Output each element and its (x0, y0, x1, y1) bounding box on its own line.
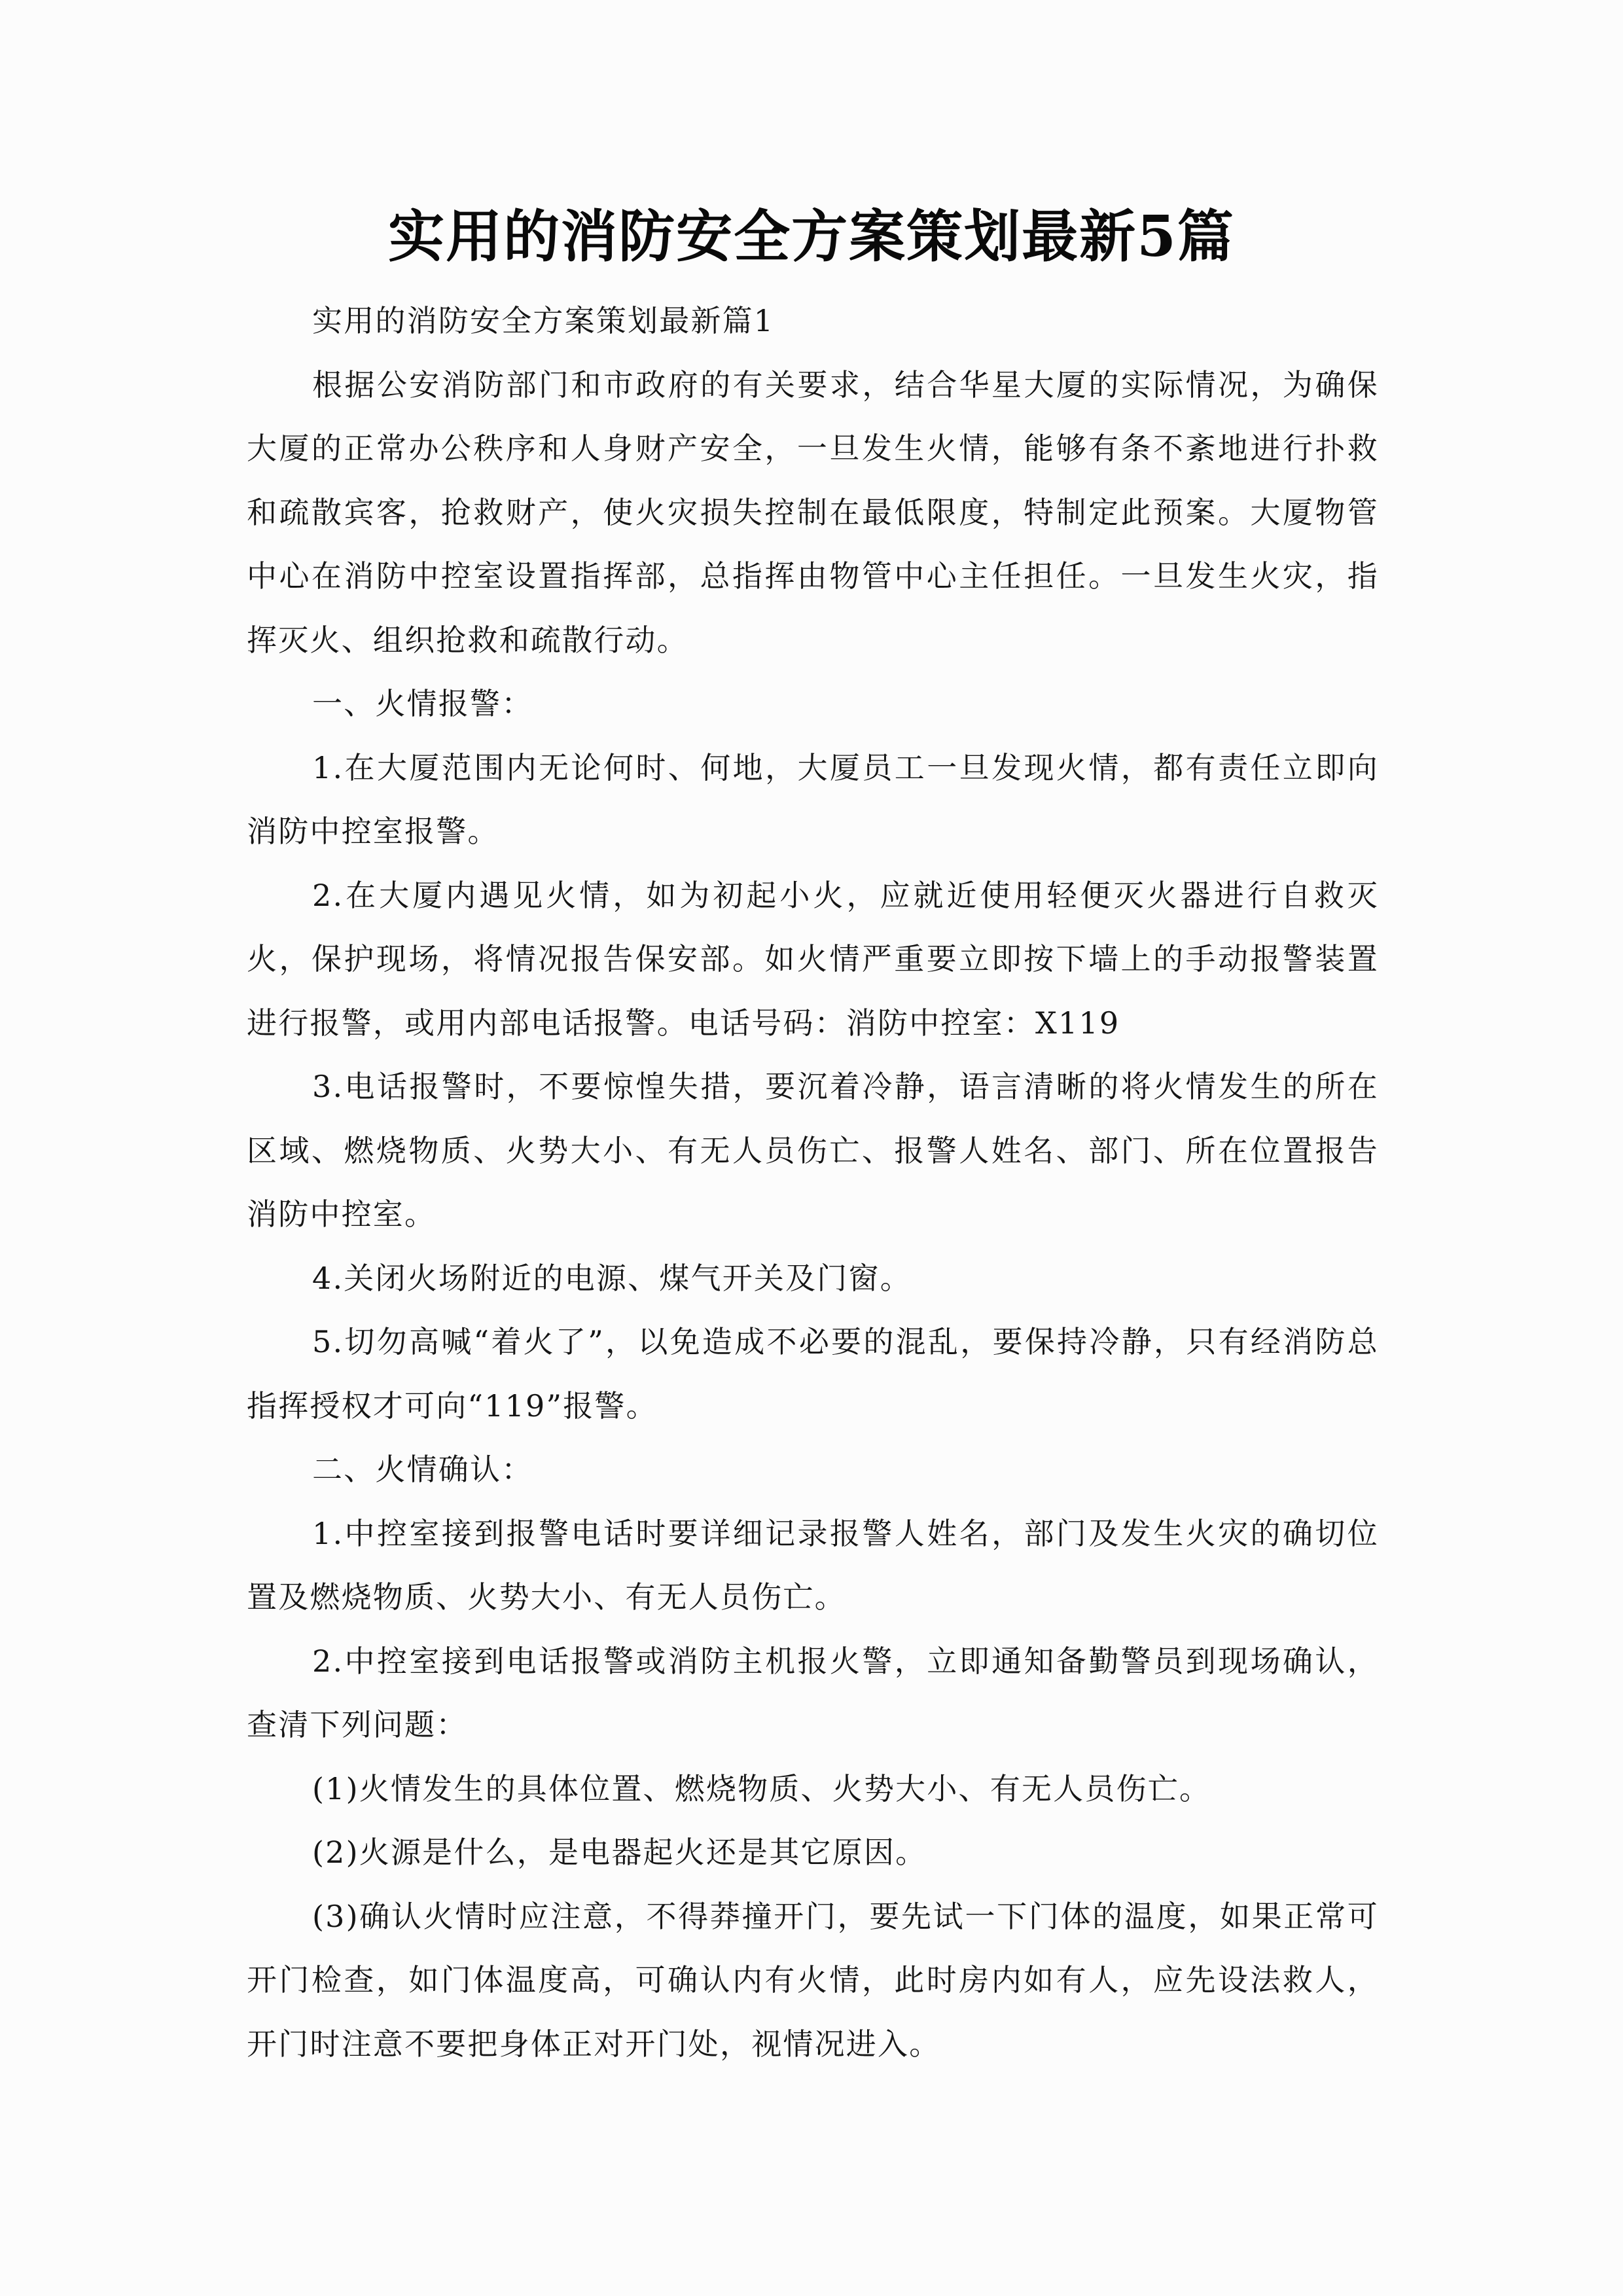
alarm-item-2: 2.在大厦内遇见火情，如为初起小火，应就近使用轻便灭火器进行自救灭火，保护现场，将情况报告保安部。如火情严重要立即按下墙上的手动报警装置进行报警，或用内部电话报警。电话号码：消防中控室：X119 (247, 877, 1379, 1041)
section-heading-fire-alarm: 一、火情报警： (312, 686, 533, 721)
alarm-item-1: 1.在大厦范围内无论何时、何地，大厦员工一旦发现火情，都有责任立即向消防中控室报警。 (247, 749, 1379, 849)
alarm-item-5: 5.切勿高喊“着火了”，以免造成不必要的混乱，要保持冷静，只有经消防总指挥授权才可向“119”报警。 (247, 1324, 1379, 1424)
section-subtitle: 实用的消防安全方案策划最新篇1 (312, 303, 775, 338)
alarm-item-4: 4.关闭火场附近的电源、煤气开关及门窗。 (312, 1260, 912, 1296)
section-heading-fire-confirmation: 二、火情确认： (312, 1452, 533, 1487)
confirmation-subitem-2: (2)火源是什么，是电器起火还是其它原因。 (312, 1835, 927, 1870)
document-title: 实用的消防安全方案策划最新5篇 (388, 204, 1235, 270)
confirmation-subitem-1: (1)火情发生的具体位置、燃烧物质、火势大小、有无人员伤亡。 (312, 1770, 1211, 1806)
intro-paragraph: 根据公安消防部门和市政府的有关要求，结合华星大厦的实际情况，为确保大厦的正常办公秩序和人身财产安全，一旦发生火情，能够有条不紊地进行扑救和疏散宾客，抢救财产，使火灾损失控制在最低限度，特制定此预案。大厦物管中心在消防中控室设置指挥部，总指挥由物管中心主任担任。一旦发生火灾，指挥灭火、组织抢救和疏散行动。 (247, 367, 1379, 658)
confirmation-item-1: 1.中控室接到报警电话时要详细记录报警人姓名，部门及发生火灾的确切位置及燃烧物质、火势大小、有无人员伤亡。 (247, 1515, 1379, 1615)
confirmation-subitem-3: (3)确认火情时应注意，不得莽撞开门，要先试一下门体的温度，如果正常可开门检查，如门体温度高，可确认内有火情，此时房内如有人，应先设法救人，开门时注意不要把身体正对开门处，视情况进入。 (247, 1898, 1379, 2062)
document-body (247, 289, 1379, 2076)
confirmation-item-2: 2.中控室接到电话报警或消防主机报火警，立即通知备勤警员到现场确认，查清下列问题： (247, 1643, 1379, 1742)
alarm-item-3: 3.电话报警时，不要惊惶失措，要沉着冷静，语言清晰的将火情发生的所在区域、燃烧物质、火势大小、有无人员伤亡、报警人姓名、部门、所在位置报告消防中控室。 (247, 1069, 1379, 1232)
